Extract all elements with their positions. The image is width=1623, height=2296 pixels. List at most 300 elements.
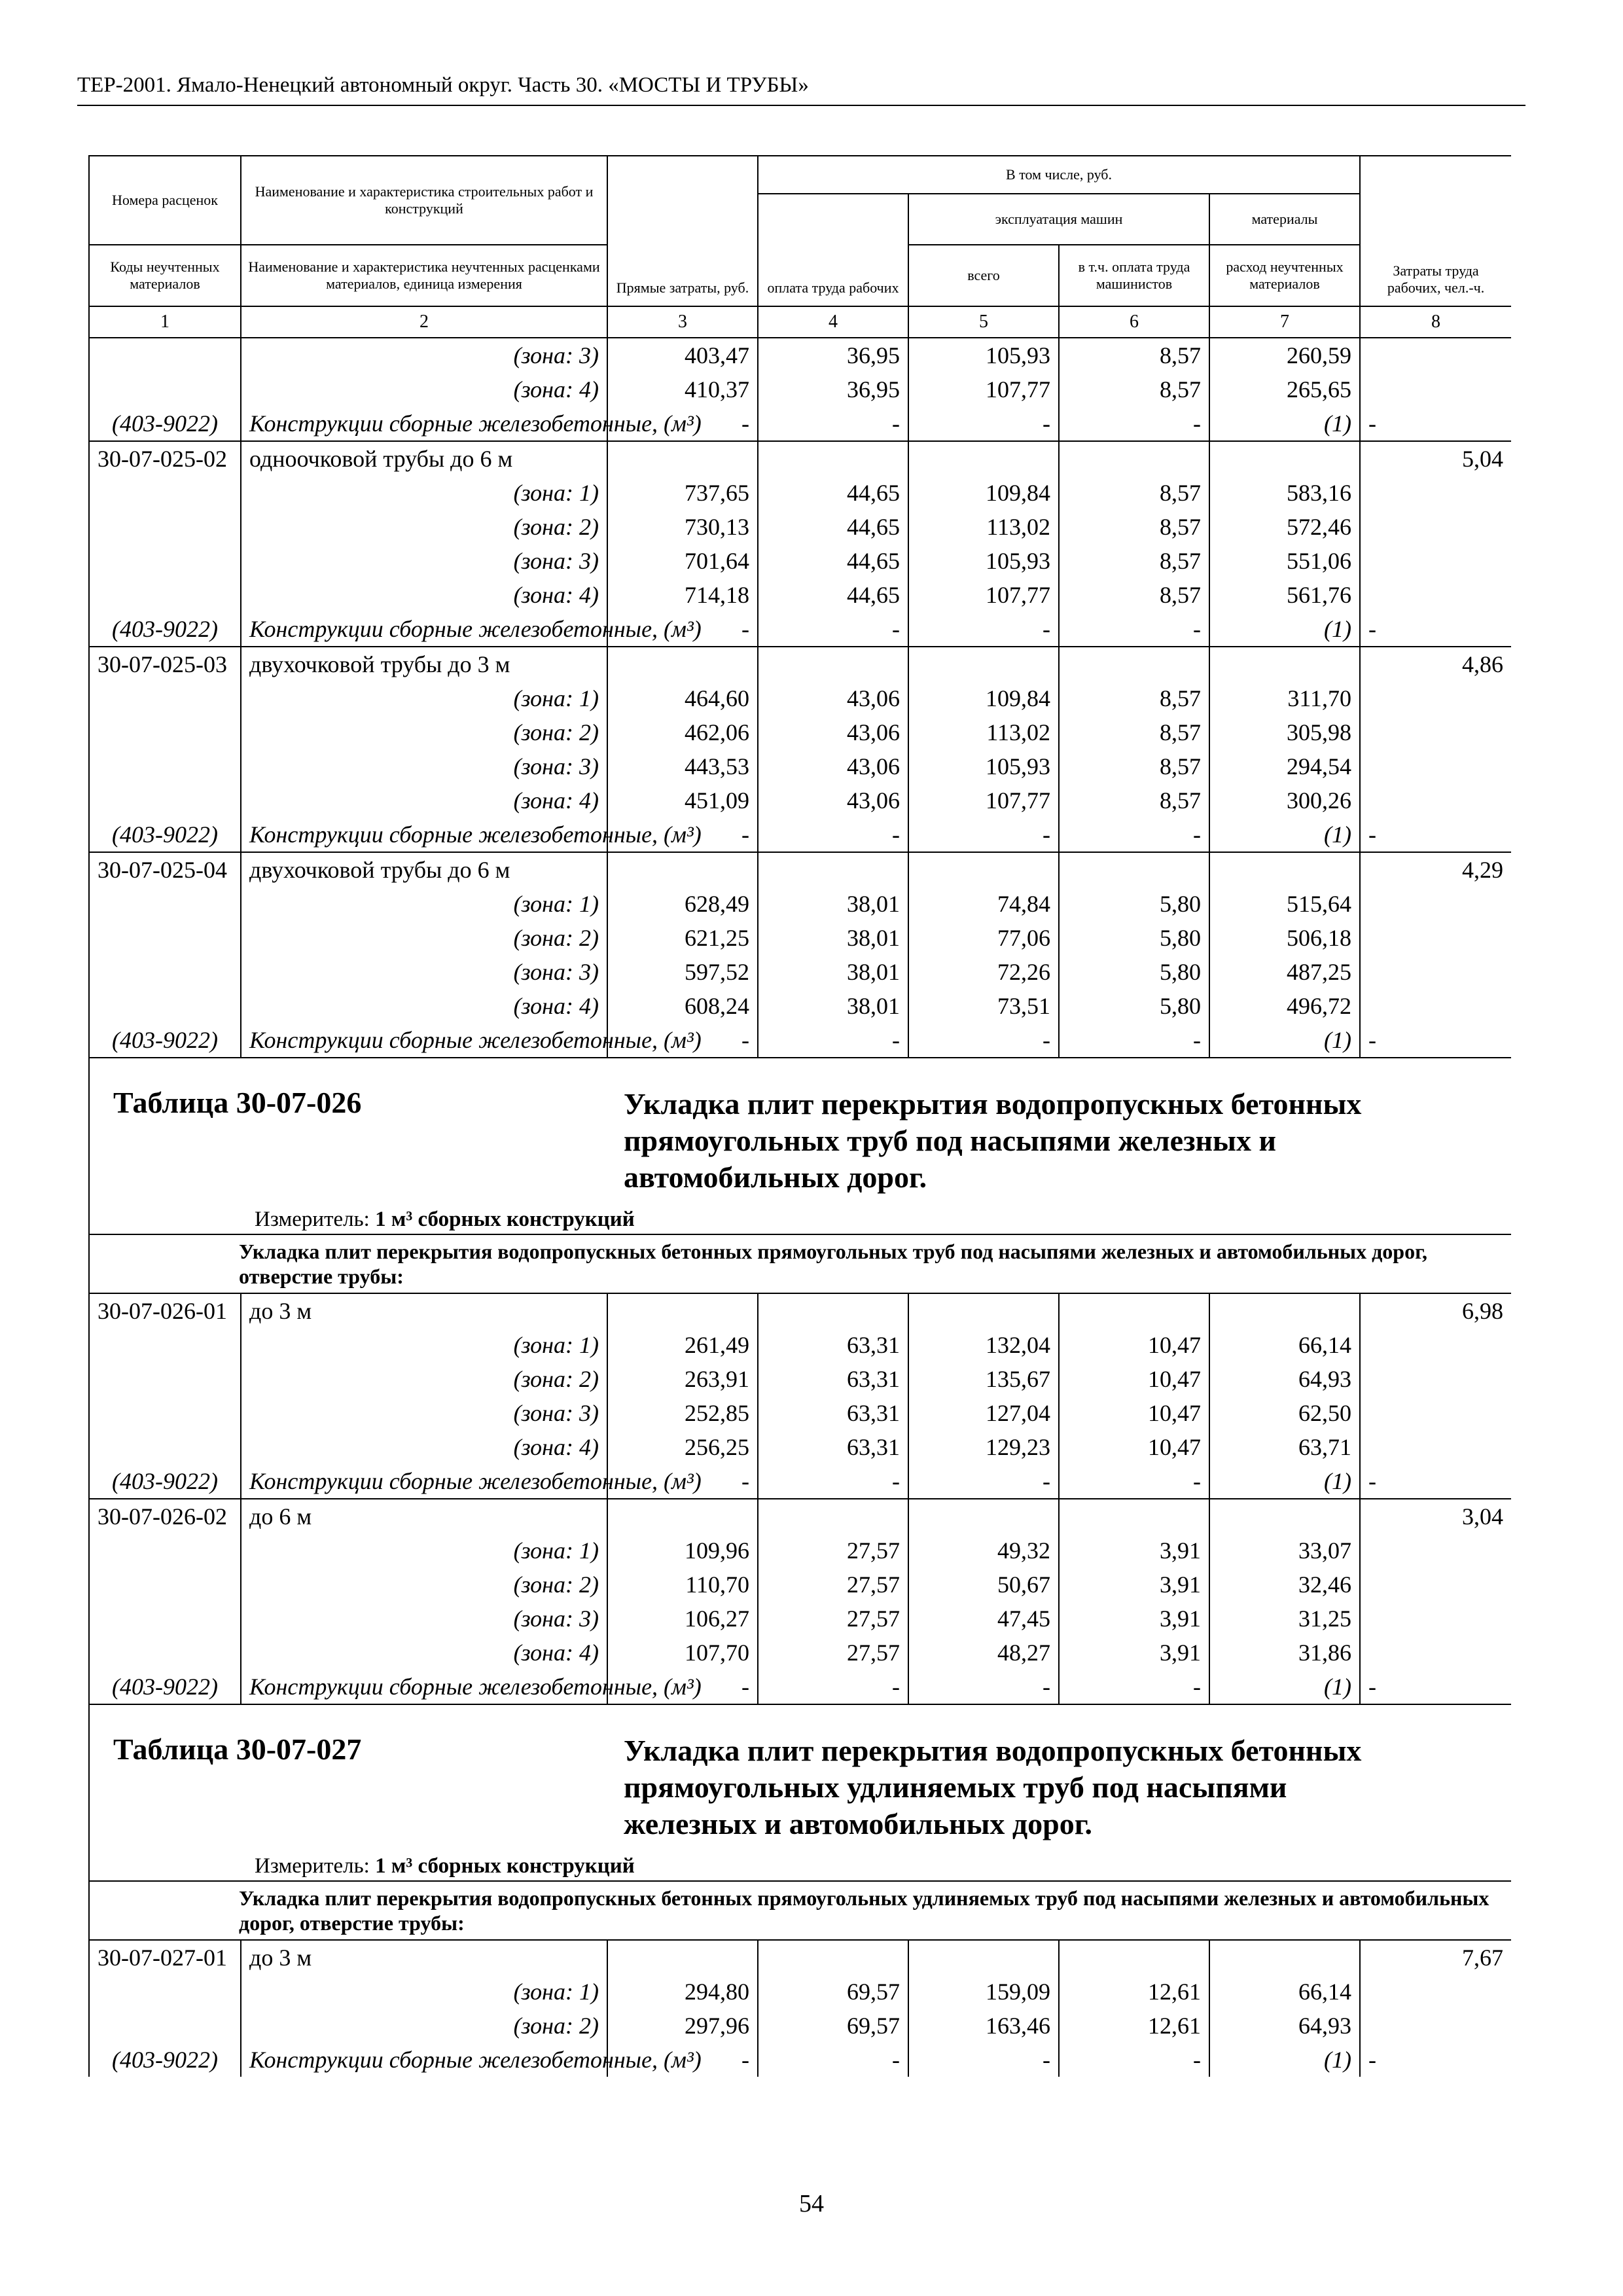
empty-cell	[1360, 1534, 1511, 1568]
rate-code: 30-07-025-02	[89, 441, 241, 476]
labor-pay-value: 44,65	[758, 578, 908, 612]
empty-cell	[908, 852, 1059, 887]
direct-costs-value: 621,25	[607, 921, 758, 955]
empty-cell	[607, 647, 758, 681]
material-name: Конструкции сборные железобетонные, (м³)	[241, 1464, 607, 1499]
empty-cell	[1360, 510, 1511, 544]
empty-cell	[89, 1602, 241, 1636]
material-dash: -	[758, 1023, 908, 1058]
machinists-pay-value: 12,61	[1059, 1975, 1209, 2009]
materials-value: 294,54	[1209, 749, 1360, 783]
measurer-label: Измеритель:	[255, 1854, 370, 1878]
empty-cell	[908, 647, 1059, 681]
rate-name: до 6 м	[241, 1499, 607, 1534]
machines-total-value: 107,77	[908, 578, 1059, 612]
direct-costs-value: 597,52	[607, 955, 758, 989]
rate-code: 30-07-025-04	[89, 852, 241, 887]
empty-cell	[1360, 1362, 1511, 1396]
labor-pay-value: 36,95	[758, 338, 908, 372]
empty-cell	[89, 1568, 241, 1602]
table-body	[89, 338, 1511, 2077]
material-dash: -	[758, 1464, 908, 1499]
zone-row	[89, 1328, 1511, 1362]
materials-value: 265,65	[1209, 372, 1360, 406]
material-dash: -	[1360, 1464, 1511, 1499]
empty-cell	[908, 1293, 1059, 1328]
col1-top-header: Номера расценок	[89, 156, 241, 245]
column-number: 1	[89, 306, 241, 338]
material-dash: -	[1059, 406, 1209, 441]
machines-total-value: 48,27	[908, 1636, 1059, 1670]
zone-row	[89, 887, 1511, 921]
machinists-pay-value: 10,47	[1059, 1328, 1209, 1362]
materials-header: материалы	[1209, 194, 1360, 245]
empty-cell	[1059, 1940, 1209, 1975]
machinists-pay-value: 8,57	[1059, 338, 1209, 372]
machinists-pay-value: 10,47	[1059, 1362, 1209, 1396]
empty-cell	[1360, 749, 1511, 783]
measurer-label: Измеритель:	[255, 1208, 370, 1231]
zone-label: (зона: 2)	[241, 1568, 607, 1602]
empty-cell	[89, 921, 241, 955]
machinists-pay-value: 3,91	[1059, 1568, 1209, 1602]
machines-total-value: 129,23	[908, 1430, 1059, 1464]
material-row	[89, 612, 1511, 647]
zone-row	[89, 749, 1511, 783]
table-header	[89, 156, 1511, 338]
labor-pay-value: 44,65	[758, 510, 908, 544]
machinists-pay-value: 8,57	[1059, 510, 1209, 544]
zone-row	[89, 510, 1511, 544]
rate-item-row	[89, 647, 1511, 681]
table-section-title	[89, 1058, 1511, 1234]
machinists-pay-value: 8,57	[1059, 783, 1209, 817]
empty-cell	[89, 989, 241, 1023]
empty-cell	[1360, 1396, 1511, 1430]
material-dash: -	[1360, 612, 1511, 647]
rate-name: двухочковой трубы до 3 м	[241, 647, 607, 681]
rate-code: 30-07-026-02	[89, 1499, 241, 1534]
direct-costs-value: 297,96	[607, 2009, 758, 2043]
material-dash: -	[607, 1670, 758, 1704]
zone-label: (зона: 3)	[241, 1396, 607, 1430]
labor-pay-value: 43,06	[758, 715, 908, 749]
material-row	[89, 2043, 1511, 2077]
group-header-row	[89, 1234, 1511, 1293]
direct-costs-value: 608,24	[607, 989, 758, 1023]
zone-label: (зона: 2)	[241, 715, 607, 749]
materials-value: 31,86	[1209, 1636, 1360, 1670]
material-dash: -	[607, 1464, 758, 1499]
empty-cell	[1360, 1430, 1511, 1464]
labor-hours-value: 6,98	[1360, 1293, 1511, 1328]
zone-row	[89, 578, 1511, 612]
material-dash: -	[908, 817, 1059, 852]
empty-cell	[1209, 852, 1360, 887]
empty-cell	[1360, 921, 1511, 955]
empty-cell	[89, 783, 241, 817]
zone-label: (зона: 3)	[241, 338, 607, 372]
rate-item-row	[89, 1940, 1511, 1975]
machinists-pay-value: 5,80	[1059, 921, 1209, 955]
labor-pay-value: 27,57	[758, 1602, 908, 1636]
empty-cell	[89, 338, 241, 372]
material-dash: -	[908, 406, 1059, 441]
labor-pay-value: 38,01	[758, 989, 908, 1023]
empty-cell	[1360, 544, 1511, 578]
materials-value: 66,14	[1209, 1328, 1360, 1362]
zone-label: (зона: 3)	[241, 1602, 607, 1636]
zone-label: (зона: 3)	[241, 749, 607, 783]
material-dash: -	[908, 2043, 1059, 2077]
machines-total-value: 135,67	[908, 1362, 1059, 1396]
empty-cell	[758, 1499, 908, 1534]
col2-top-header: Наименование и характеристика строительных работ и конструкций	[241, 156, 607, 245]
material-dash: -	[908, 1023, 1059, 1058]
materials-value: 64,93	[1209, 1362, 1360, 1396]
machines-total-value: 47,45	[908, 1602, 1059, 1636]
machines-total-value: 77,06	[908, 921, 1059, 955]
material-code: (403-9022)	[89, 1670, 241, 1704]
zone-label: (зона: 1)	[241, 887, 607, 921]
material-dash: -	[1360, 2043, 1511, 2077]
group-title: Укладка плит перекрытия водопропускных бетонных прямоугольных труб под насыпями железных и автомобильных дорог, отверстие трубы:	[89, 1234, 1511, 1293]
material-name: Конструкции сборные железобетонные, (м³)	[241, 612, 607, 647]
zone-label: (зона: 4)	[241, 783, 607, 817]
machines-total-value: 113,02	[908, 510, 1059, 544]
material-dash: -	[758, 817, 908, 852]
material-name: Конструкции сборные железобетонные, (м³)	[241, 1670, 607, 1704]
machinists-pay-value: 8,57	[1059, 578, 1209, 612]
rate-name: до 3 м	[241, 1940, 607, 1975]
empty-cell	[89, 887, 241, 921]
material-dash: -	[1360, 406, 1511, 441]
labor-hours-value: 4,86	[1360, 647, 1511, 681]
machines-total-value: 113,02	[908, 715, 1059, 749]
material-code: (403-9022)	[89, 817, 241, 852]
empty-cell	[607, 1293, 758, 1328]
page-number: 54	[799, 2190, 824, 2217]
empty-cell	[1059, 1293, 1209, 1328]
empty-cell	[89, 476, 241, 510]
zone-row	[89, 1602, 1511, 1636]
zone-row	[89, 1362, 1511, 1396]
material-dash: -	[758, 406, 908, 441]
measurer-value: 1 м³ сборных конструкций	[375, 1208, 635, 1231]
machinists-pay-value: 5,80	[1059, 887, 1209, 921]
material-dash: -	[1059, 1464, 1209, 1499]
machines-total-value: 72,26	[908, 955, 1059, 989]
material-quantity: (1)	[1209, 612, 1360, 647]
group-title: Укладка плит перекрытия водопропускных бетонных прямоугольных удлиняемых труб под насыпями железных и автомобильных дорог, отверстие трубы:	[89, 1881, 1511, 1940]
column-number: 2	[241, 306, 607, 338]
labor-pay-value: 69,57	[758, 1975, 908, 2009]
machinists-pay-value: 8,57	[1059, 476, 1209, 510]
empty-cell	[89, 681, 241, 715]
material-quantity: (1)	[1209, 406, 1360, 441]
zone-label: (зона: 4)	[241, 372, 607, 406]
including-header: В том числе, руб.	[758, 156, 1360, 194]
labor-hours-value: 5,04	[1360, 441, 1511, 476]
material-row	[89, 1670, 1511, 1704]
machines-total-value: 74,84	[908, 887, 1059, 921]
materials-value: 551,06	[1209, 544, 1360, 578]
materials-value: 506,18	[1209, 921, 1360, 955]
materials-value: 572,46	[1209, 510, 1360, 544]
material-name: Конструкции сборные железобетонные, (м³)	[241, 1023, 607, 1058]
zone-row	[89, 921, 1511, 955]
material-dash: -	[1360, 1670, 1511, 1704]
material-dash: -	[607, 1023, 758, 1058]
header-rule	[77, 105, 1525, 106]
labor-pay-value: 69,57	[758, 2009, 908, 2043]
machines-total-value: 109,84	[908, 476, 1059, 510]
empty-cell	[89, 1975, 241, 2009]
empty-cell	[1360, 955, 1511, 989]
materials-value: 583,16	[1209, 476, 1360, 510]
direct-costs-value: 464,60	[607, 681, 758, 715]
empty-cell	[1360, 2009, 1511, 2043]
material-dash: -	[607, 406, 758, 441]
col7-header: расход неучтенных материалов	[1209, 245, 1360, 306]
zone-row	[89, 681, 1511, 715]
rate-name: двухочковой трубы до 6 м	[241, 852, 607, 887]
empty-cell	[89, 2009, 241, 2043]
rate-code: 30-07-026-01	[89, 1293, 241, 1328]
empty-cell	[89, 1328, 241, 1362]
labor-hours-value: 3,04	[1360, 1499, 1511, 1534]
labor-pay-value: 63,31	[758, 1328, 908, 1362]
empty-cell	[758, 441, 908, 476]
material-code: (403-9022)	[89, 2043, 241, 2077]
machines-total-value: 107,77	[908, 783, 1059, 817]
empty-cell	[1360, 989, 1511, 1023]
zone-row	[89, 372, 1511, 406]
table-section-title	[89, 1704, 1511, 1881]
empty-cell	[758, 852, 908, 887]
material-row	[89, 1464, 1511, 1499]
material-row	[89, 406, 1511, 441]
rate-name: одноочковой трубы до 6 м	[241, 441, 607, 476]
direct-costs-value: 737,65	[607, 476, 758, 510]
material-row	[89, 1023, 1511, 1058]
zone-label: (зона: 3)	[241, 955, 607, 989]
empty-cell	[1360, 338, 1511, 372]
labor-pay-value: 38,01	[758, 955, 908, 989]
labor-pay-value: 38,01	[758, 887, 908, 921]
zone-label: (зона: 1)	[241, 1534, 607, 1568]
machines-total-value: 105,93	[908, 338, 1059, 372]
material-dash: -	[758, 612, 908, 647]
empty-cell	[89, 544, 241, 578]
column-number: 4	[758, 306, 908, 338]
col3-header: Прямые затраты, руб.	[607, 156, 758, 306]
machines-total-value: 73,51	[908, 989, 1059, 1023]
material-dash: -	[1059, 612, 1209, 647]
rate-name: до 3 м	[241, 1293, 607, 1328]
empty-cell	[1209, 1940, 1360, 1975]
zone-row	[89, 544, 1511, 578]
zone-label: (зона: 2)	[241, 921, 607, 955]
machines-total-value: 105,93	[908, 749, 1059, 783]
zone-label: (зона: 1)	[241, 476, 607, 510]
direct-costs-value: 261,49	[607, 1328, 758, 1362]
zone-label: (зона: 4)	[241, 1430, 607, 1464]
material-dash: -	[758, 2043, 908, 2077]
labor-pay-value: 27,57	[758, 1568, 908, 1602]
material-dash: -	[1059, 1023, 1209, 1058]
materials-value: 33,07	[1209, 1534, 1360, 1568]
empty-cell	[908, 441, 1059, 476]
labor-pay-value: 27,57	[758, 1534, 908, 1568]
col8-header: Затраты труда рабочих, чел.-ч.	[1360, 156, 1511, 306]
labor-hours-value: 4,29	[1360, 852, 1511, 887]
labor-pay-value: 43,06	[758, 749, 908, 783]
empty-cell	[607, 1940, 758, 1975]
zone-label: (зона: 1)	[241, 1328, 607, 1362]
labor-pay-value: 44,65	[758, 544, 908, 578]
table-section	[89, 1058, 1511, 1234]
empty-cell	[607, 1499, 758, 1534]
machines-total-value: 163,46	[908, 2009, 1059, 2043]
rates-table	[88, 155, 1511, 2077]
empty-cell	[1360, 1328, 1511, 1362]
empty-cell	[1059, 852, 1209, 887]
zone-row	[89, 955, 1511, 989]
empty-cell	[89, 1362, 241, 1396]
page-header: ТЕР-2001. Ямало-Ненецкий автономный округ. Часть 30. «МОСТЫ И ТРУБЫ»	[77, 73, 809, 97]
material-code: (403-9022)	[89, 1023, 241, 1058]
empty-cell	[1360, 1636, 1511, 1670]
col4-header: оплата труда рабочих	[758, 194, 908, 306]
empty-cell	[89, 955, 241, 989]
machinists-pay-value: 8,57	[1059, 372, 1209, 406]
direct-costs-value: 110,70	[607, 1568, 758, 1602]
material-dash: -	[607, 2043, 758, 2077]
zone-row	[89, 715, 1511, 749]
empty-cell	[89, 749, 241, 783]
machines-total-value: 159,09	[908, 1975, 1059, 2009]
material-dash: -	[908, 1670, 1059, 1704]
direct-costs-value: 403,47	[607, 338, 758, 372]
materials-value: 63,71	[1209, 1430, 1360, 1464]
empty-cell	[1360, 887, 1511, 921]
machinists-pay-value: 8,57	[1059, 681, 1209, 715]
column-number: 3	[607, 306, 758, 338]
labor-pay-value: 38,01	[758, 921, 908, 955]
column-numbers-row	[89, 306, 1511, 338]
zone-label: (зона: 1)	[241, 1975, 607, 2009]
zone-row	[89, 1975, 1511, 2009]
direct-costs-value: 263,91	[607, 1362, 758, 1396]
column-number: 5	[908, 306, 1059, 338]
direct-costs-value: 443,53	[607, 749, 758, 783]
materials-value: 31,25	[1209, 1602, 1360, 1636]
machinists-pay-value: 8,57	[1059, 715, 1209, 749]
empty-cell	[758, 647, 908, 681]
empty-cell	[1360, 1975, 1511, 2009]
col2-bottom-header: Наименование и характеристика неучтенных расценками материалов, единица измерения	[241, 245, 607, 306]
empty-cell	[89, 1430, 241, 1464]
labor-pay-value: 36,95	[758, 372, 908, 406]
empty-cell	[1209, 1293, 1360, 1328]
table-title: Укладка плит перекрытия водопропускных бетонных прямоугольных труб под насыпями железных и автомобильных дорог.	[624, 1087, 1362, 1194]
labor-pay-value: 63,31	[758, 1396, 908, 1430]
materials-value: 260,59	[1209, 338, 1360, 372]
material-row	[89, 817, 1511, 852]
material-dash: -	[758, 1670, 908, 1704]
empty-cell	[1360, 1568, 1511, 1602]
zone-label: (зона: 2)	[241, 510, 607, 544]
labor-pay-value: 43,06	[758, 681, 908, 715]
material-code: (403-9022)	[89, 1464, 241, 1499]
empty-cell	[758, 1940, 908, 1975]
empty-cell	[89, 510, 241, 544]
labor-pay-value: 63,31	[758, 1362, 908, 1396]
machines-total-value: 127,04	[908, 1396, 1059, 1430]
zone-row	[89, 1430, 1511, 1464]
table-number: Таблица 30-07-027	[113, 1732, 362, 1766]
materials-value: 515,64	[1209, 887, 1360, 921]
material-dash: -	[908, 1464, 1059, 1499]
material-dash: -	[1059, 1670, 1209, 1704]
labor-pay-value: 27,57	[758, 1636, 908, 1670]
material-name: Конструкции сборные железобетонные, (м³)	[241, 817, 607, 852]
machines-total-value: 49,32	[908, 1534, 1059, 1568]
empty-cell	[1360, 476, 1511, 510]
empty-cell	[89, 1396, 241, 1430]
machinists-pay-value: 10,47	[1059, 1396, 1209, 1430]
rate-item-row	[89, 1293, 1511, 1328]
zone-row	[89, 1568, 1511, 1602]
col1-bottom-header: Коды неучтенных материалов	[89, 245, 241, 306]
rate-item-row	[89, 852, 1511, 887]
materials-value: 496,72	[1209, 989, 1360, 1023]
zone-label: (зона: 4)	[241, 989, 607, 1023]
zone-row	[89, 1636, 1511, 1670]
direct-costs-value: 106,27	[607, 1602, 758, 1636]
empty-cell	[89, 1636, 241, 1670]
machinists-pay-value: 12,61	[1059, 2009, 1209, 2043]
empty-cell	[1360, 578, 1511, 612]
measurer	[255, 1852, 1488, 1880]
machines-total-value: 132,04	[908, 1328, 1059, 1362]
zone-label: (зона: 4)	[241, 578, 607, 612]
machinists-pay-value: 10,47	[1059, 1430, 1209, 1464]
zone-row	[89, 2009, 1511, 2043]
material-quantity: (1)	[1209, 1670, 1360, 1704]
empty-cell	[1360, 372, 1511, 406]
rates-table-frame	[88, 155, 1511, 2163]
column-number: 6	[1059, 306, 1209, 338]
direct-costs-value: 462,06	[607, 715, 758, 749]
empty-cell	[1209, 1499, 1360, 1534]
material-code: (403-9022)	[89, 406, 241, 441]
materials-value: 62,50	[1209, 1396, 1360, 1430]
col5-header: всего	[908, 245, 1059, 306]
machinists-pay-value: 3,91	[1059, 1636, 1209, 1670]
direct-costs-value: 107,70	[607, 1636, 758, 1670]
material-quantity: (1)	[1209, 2043, 1360, 2077]
zone-row	[89, 783, 1511, 817]
materials-value: 487,25	[1209, 955, 1360, 989]
labor-pay-value: 63,31	[758, 1430, 908, 1464]
machines-total-value: 107,77	[908, 372, 1059, 406]
materials-value: 305,98	[1209, 715, 1360, 749]
direct-costs-value: 628,49	[607, 887, 758, 921]
machinists-pay-value: 3,91	[1059, 1534, 1209, 1568]
rate-item-row	[89, 441, 1511, 476]
